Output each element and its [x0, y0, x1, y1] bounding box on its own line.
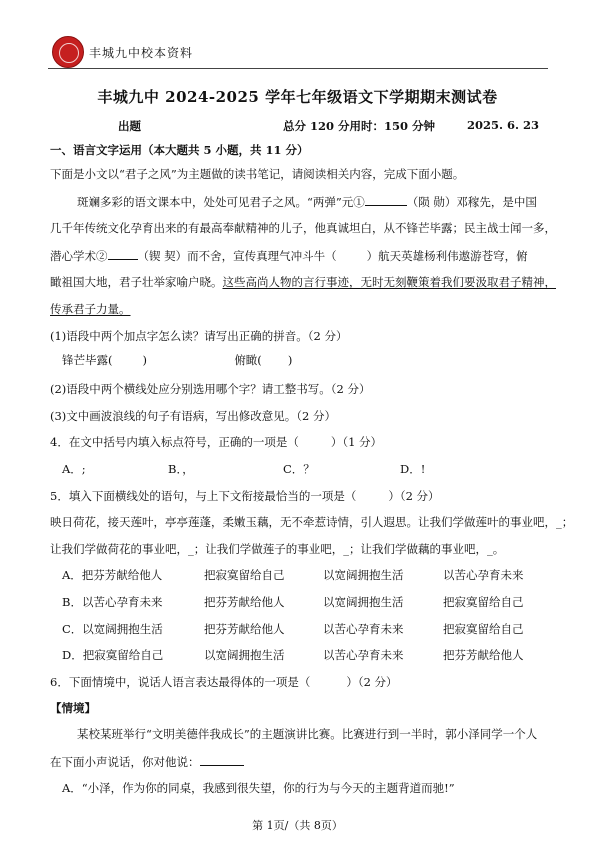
question-3: (3)文中画波浪线的句子有语病，写出修改意见。（2 分） [50, 409, 337, 423]
q6-situation-line-2: 在下面小声说话，你对他说： [50, 753, 550, 770]
wavy-sentence: 这些高尚人物的言行事迹，无时无刻鞭策着我们要汲取君子精神， [222, 275, 556, 289]
q5-row-c-2: 把芬芳献给他人 [204, 622, 285, 636]
question-4: 4．在文中括号内填入标点符号，正确的一项是（ ）（1 分） [50, 435, 383, 449]
question-1-pinyin: 锋芒毕露( ) 俯瞰( ) [62, 353, 293, 367]
question-6: 6．下面情境中，说话人语言表达最得体的一项是（ ）（2 分） [50, 675, 398, 689]
question-5-para-2: 让我们学做荷花的事业吧，_；让我们学做莲子的事业吧，_；让我们学做藕的事业吧，_。 [50, 542, 505, 556]
passage-line-2: 几千年传统文化孕育出来的有最高奉献精神的儿子，他真诚坦白，从不锋芒毕露；民主战士闻一多， [50, 221, 556, 235]
q5-row-a-4: 以苦心孕育未来 [443, 568, 524, 582]
exam-score-time: 总分 120 分用时：150 分钟 [283, 119, 436, 133]
q4-option-b: B．， [168, 462, 194, 476]
page-footer: 第 1页/（共 8页） [252, 819, 343, 832]
q4-option-c: C．？ [283, 462, 315, 476]
exam-date: 2025. 6. 23 [467, 118, 540, 132]
question-1: (1)语段中两个加点字怎么读？请写出正确的拼音。（2 分） [50, 329, 348, 343]
passage-line-3: 潜心学术② （锲 契）而不舍，宣传真理气冲斗牛（ ）航天英雄杨利伟遨游苍穹，俯 [50, 249, 528, 263]
school-note: 丰城九中校本资料 [89, 46, 194, 60]
school-logo [52, 36, 84, 68]
q6-option-a: A．“小泽，作为你的同桌，我感到很失望，你的行为与今天的主题背道而驰!” [62, 781, 455, 795]
q5-row-a-2: 把寂寞留给自己 [204, 568, 285, 582]
intro-text: 下面是小文以“君子之风”为主题做的读书笔记，请阅读相关内容，完成下面小题。 [50, 167, 465, 181]
q5-row-b-4: 把寂寞留给自己 [443, 595, 524, 609]
q5-row-a-3: 以宽阔拥抱生活 [323, 568, 404, 582]
q5-row-d-4: 把芬芳献给他人 [443, 648, 524, 662]
q6-situation-label: 【情境】 [50, 701, 96, 715]
q5-row-b-1: B．以苦心孕育未来 [62, 595, 163, 609]
exam-author: 出题 [118, 119, 141, 133]
q5-row-d-1: D．把寂寞留给自己 [62, 648, 164, 662]
q5-row-c-4: 把寂寞留给自己 [443, 622, 524, 636]
q5-row-b-3: 以宽阔拥抱生活 [323, 595, 404, 609]
q5-row-b-2: 把芬芳献给他人 [204, 595, 285, 609]
q4-option-d: D．! [400, 462, 426, 476]
q4-option-a: A．; [62, 462, 86, 476]
header-divider [48, 68, 548, 69]
passage-line-1: 斑斓多彩的语文课本中，处处可见君子之风。“两弹”元① （陨 勋）邓稼先，是中国 [77, 195, 537, 209]
q6-situation-line-1: 某校某班举行“文明美德伴我成长”的主题演讲比赛。比赛进行到一半时，郭小泽同学一个人 [77, 727, 538, 741]
question-2: (2)语段中两个横线处应分别选用哪个字？请工整书写。（2 分） [50, 382, 371, 396]
q5-row-c-3: 以苦心孕育未来 [323, 622, 404, 636]
q5-row-d-2: 以宽阔拥抱生活 [204, 648, 285, 662]
passage-line-4: 瞰祖国大地，君子壮举家喻户晓。这些高尚人物的言行事迹，无时无刻鞭策着我们要汲取君子精神， [50, 275, 556, 289]
q5-row-c-1: C．以宽阔拥抱生活 [62, 622, 163, 636]
page-header [0, 0, 595, 68]
question-5-para-1: 映日荷花，接天莲叶，亭亭莲蓬，柔嫩玉藕，无不牵惹诗情，引人遐思。让我们学做莲叶的事业吧，_； [50, 515, 574, 529]
section-heading: 一、语言文字运用（本大题共 5 小题，共 11 分） [50, 143, 309, 157]
q5-row-d-3: 以苦心孕育未来 [323, 648, 404, 662]
passage-line-5: 传承君子力量。 [50, 302, 131, 316]
question-5: 5．填入下面横线处的语句，与上下文衔接最恰当的一项是（ ）（2 分） [50, 489, 440, 503]
q5-row-a-1: A．把芬芳献给他人 [62, 568, 163, 582]
exam-title: 丰城九中 2024-2025 学年七年级语文下学期期末测试卷 [97, 88, 498, 106]
